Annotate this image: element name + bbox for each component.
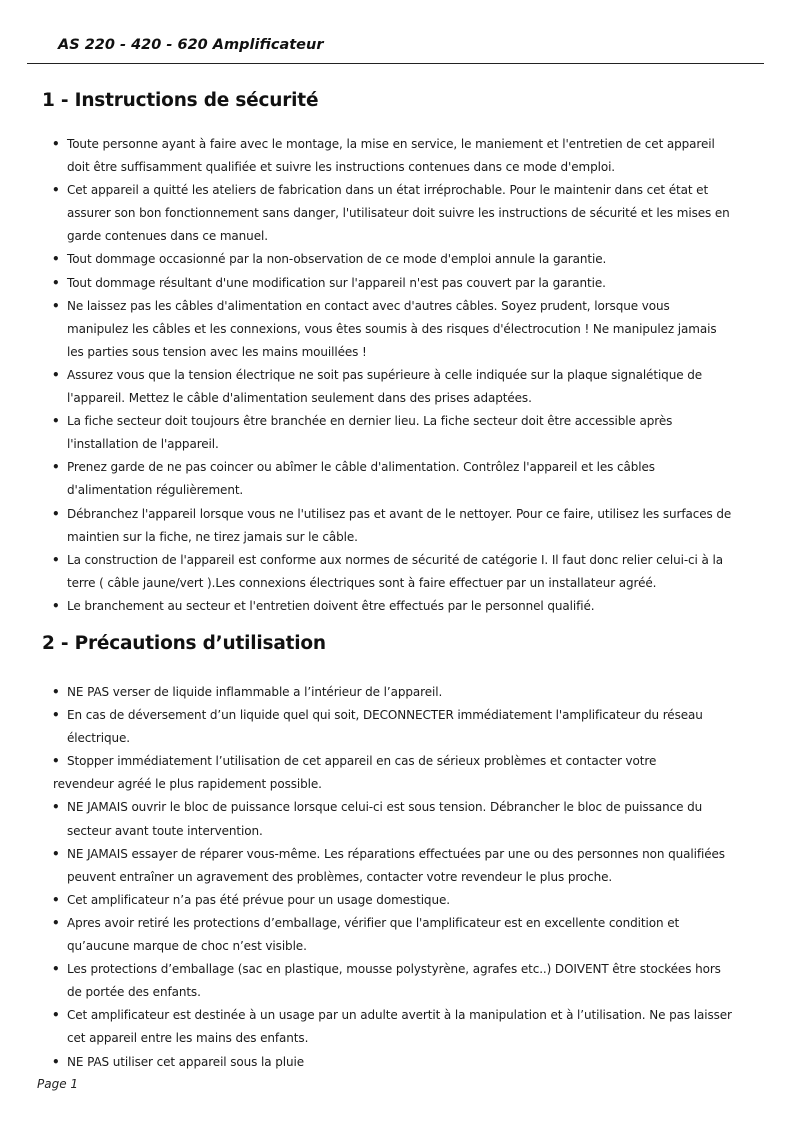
list-item-text: Stopper immédiatement l’utilisation de cet appareil en cas de sérieux problèmes et contacter votre xyxy=(67,754,657,769)
bullet-icon: • xyxy=(52,183,60,198)
list-item-text: Toute personne ayant à faire avec le montage, la mise en service, le maniement et l'entretien de cet appareil doit être suffisamment qualifiée et suivre les instructions contenues dans ce mode d'emploi. xyxy=(67,137,715,175)
bullet-icon: • xyxy=(52,506,60,521)
list-item-continuation: revendeur agréé le plus rapidement possible. xyxy=(53,777,322,792)
list-item-text: NE PAS verser de liquide inflammable a l’intérieur de l’appareil. xyxy=(67,685,443,699)
section-1-title: 1 - Instructions de sécurité xyxy=(42,90,319,111)
usage-precautions-list xyxy=(52,681,732,1074)
list-item xyxy=(52,503,732,549)
list-item-text: Cet appareil a quitté les ateliers de fabrication dans un état irréprochable. Pour le maintenir dans cet état et assurer son bon fonctionnement sans danger, l'utilisateur doit suivre les instructions de sécurité et les mises en garde contenues dans ce manuel. xyxy=(67,183,730,244)
list-item xyxy=(52,248,732,271)
list-item xyxy=(52,364,732,410)
list-item xyxy=(52,456,732,502)
list-item-text: La fiche secteur doit toujours être branchée en dernier lieu. La fiche secteur doit être accessible après l'installation de l'appareil. xyxy=(67,414,673,452)
list-item-text: NE JAMAIS essayer de réparer vous-même. Les réparations effectuées par une ou des personnes non qualifiées peuvent entraîner un agravement des problèmes, contacter votre revendeur le plus proche. xyxy=(67,846,725,884)
list-item-text: Cet amplificateur est destinée à un usage par un adulte avertit à la manipulation et à l’utilisation. Ne pas laisser cet appareil entre les mains des enfants. xyxy=(67,1008,732,1046)
list-item xyxy=(52,410,732,456)
bullet-icon: • xyxy=(52,754,60,769)
list-item xyxy=(52,595,732,618)
list-item-text: Assurez vous que la tension électrique ne soit pas supérieure à celle indiquée sur la plaque signalétique de l'appareil. Mettez le câble d'alimentation seulement dans des prises adaptées. xyxy=(67,367,702,406)
bullet-icon: • xyxy=(52,685,60,699)
list-item-text: Débranchez l'appareil lorsque vous ne l'utilisez pas et avant de le nettoyer. Pour ce faire, utilisez les surfaces de maintien sur la fiche, ne tirez jamais sur le câble. xyxy=(67,506,732,544)
list-item-text: Apres avoir retiré les protections d’emballage, vérifier que l'amplificateur est en excellente condition et qu’aucune marque de choc n’est visible. xyxy=(67,915,680,954)
bullet-icon: • xyxy=(52,275,60,290)
list-item-text: Le branchement au secteur et l'entretien doivent être effectués par le personnel qualifié. xyxy=(67,598,595,613)
bullet-icon: • xyxy=(52,552,60,567)
section-2-title: 2 - Précautions d’utilisation xyxy=(42,633,326,654)
bullet-icon: • xyxy=(52,800,60,815)
bullet-icon: • xyxy=(52,598,60,613)
bullet-icon: • xyxy=(52,1054,60,1069)
list-item-text: Ne laissez pas les câbles d'alimentation en contact avec d'autres câbles. Soyez prudent, lorsque vous manipulez les câbles et les connexions, vous êtes soumis à des risques d'électrocution ! Ne manipulez jamais les parties sous tension avec les mains mouillées ! xyxy=(67,298,717,359)
bullet-icon: • xyxy=(52,414,60,429)
page-number: Page 1 xyxy=(37,1077,79,1091)
bullet-icon: • xyxy=(52,708,60,723)
list-item xyxy=(52,750,732,796)
list-item xyxy=(52,912,732,958)
bullet-icon: • xyxy=(52,846,60,861)
list-item xyxy=(52,1051,732,1074)
bullet-icon: • xyxy=(52,962,60,977)
list-item-text: Les protections d’emballage (sac en plastique, mousse polystyrène, agrafes etc..) DOIVENT être stockées hors de portée des enfants. xyxy=(67,962,721,1000)
bullet-icon: • xyxy=(52,1008,60,1023)
list-item-text: Cet amplificateur n’a pas été prévue pour un usage domestique. xyxy=(67,892,450,907)
bullet-icon: • xyxy=(52,252,60,267)
bullet-icon: • xyxy=(52,367,60,382)
list-item xyxy=(52,1004,732,1050)
list-item-text: Prenez garde de ne pas coincer ou abîmer le câble d'alimentation. Contrôlez l'appareil et les câbles d'alimentation régulièrement. xyxy=(67,460,655,498)
list-item-text: NE PAS utiliser cet appareil sous la pluie xyxy=(67,1054,304,1069)
list-item xyxy=(52,549,732,595)
list-item xyxy=(52,133,732,179)
list-item-text: Tout dommage occasionné par la non-observation de ce mode d'emploi annule la garantie. xyxy=(67,252,607,267)
document-header-title: AS 220 - 420 - 620 Amplificateur xyxy=(58,37,324,53)
list-item xyxy=(52,295,732,364)
bullet-icon: • xyxy=(52,915,60,930)
bullet-icon: • xyxy=(52,137,60,151)
list-item-text: La construction de l'appareil est conforme aux normes de sécurité de catégorie I. Il faut donc relier celui-ci à la terre ( câble jaune/vert ).Les connexions électriques sont à faire effectuer par un installateur agréé. xyxy=(67,552,723,590)
list-item xyxy=(52,704,732,750)
list-item xyxy=(52,179,732,248)
list-item xyxy=(52,796,732,842)
list-item xyxy=(52,958,732,1004)
list-item xyxy=(52,843,732,889)
bullet-icon: • xyxy=(52,298,60,313)
list-item-text: NE JAMAIS ouvrir le bloc de puissance lorsque celui-ci est sous tension. Débrancher le bloc de puissance du secteur avant toute intervention. xyxy=(67,800,703,838)
list-item xyxy=(52,272,732,295)
list-item xyxy=(52,681,732,704)
list-item xyxy=(52,889,732,912)
bullet-icon: • xyxy=(52,892,60,907)
bullet-icon: • xyxy=(52,460,60,475)
list-item-text: En cas de déversement d’un liquide quel qui soit, DECONNECTER immédiatement l'amplificateur du réseau électrique. xyxy=(67,708,703,746)
safety-instructions-list xyxy=(52,133,732,618)
list-item-text: Tout dommage résultant d'une modification sur l'appareil n'est pas couvert par la garantie. xyxy=(67,275,606,290)
header-divider xyxy=(27,63,764,64)
